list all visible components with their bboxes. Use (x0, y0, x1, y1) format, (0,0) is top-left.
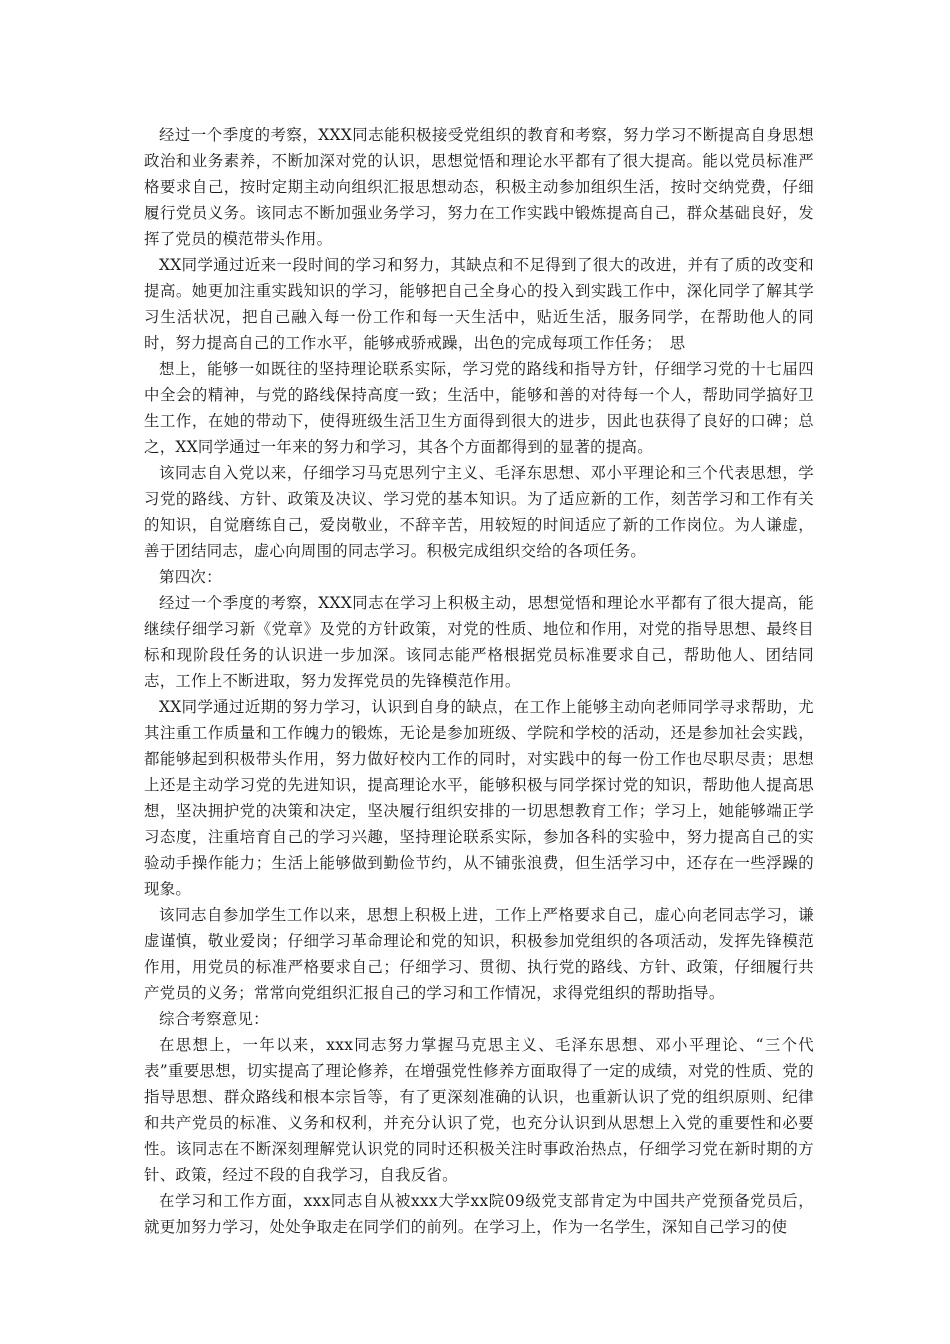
section-heading-fourth: 第四次： (159, 568, 222, 586)
paragraph-thought: 在思想上，一年以来，xxx同志努力掌握马克思主义、毛泽东思想、邓小平理论、“三个代表”重要思想，切实提高了理论修养，在增强党性修养方面取得了一定的成绩，对党的性质、党的指导思想、群众路线和根本宗旨等，有了更深刻准确的认识，也重新认识了党的组织原则、纪律和共产党员的标准、义务和权利，并充分认识了党，也充分认识到从思想上入党的重要性和必要性。该同志在不断深刻理解党认识党的同时还积极关注时事政治热点，仔细学习党在新时期的方针、政策，经过不段的自我学习，自我反省。 (144, 1036, 814, 1184)
paragraph-study-work: 在学习和工作方面，xxx同志自从被xxx大学xx院09级党支部肯定为中国共产党预备党员后，就更加努力学习，处处争取走在同学们的前列。在学习上，作为一名学生，深知自己学习的使 (144, 1192, 814, 1236)
section-heading-overall-opinion: 综合考察意见： (159, 1010, 269, 1028)
paragraph-student-work: 该同志自参加学生工作以来，思想上积极上进，工作上严格要求自己，虚心向老同志学习，谦虚谨慎，敬业爱岗；仔细学习革命理论和党的知识，积极参加党组织的各项活动，发挥先锋模范作用，用党员的标准严格要求自己；仔细学习、贯彻、执行党的路线、方针、政策，仔细履行共产党员的义务；常常向党组织汇报自己的学习和工作情况，求得党组织的帮助指导。 (144, 906, 814, 1002)
paragraph-review-q3-xxx: 经过一个季度的考察，XXX同志能积极接受党组织的教育和考察，努力学习不断提高自身思想政治和业务素养，不断加深对党的认识，思想觉悟和理论水平都有了很大提高。能以党员标准严格要求自己，按时定期主动向组织汇报思想动态，积极主动参加组织生活，按时交纳党费，仔细履行党员义务。该同志不断加强业务学习，努力在工作实践中锻炼提高自己，群众基础良好，发挥了党员的模范带头作用。 (144, 126, 814, 248)
paragraph-xx-student-progress: XX同学通过近来一段时间的学习和努力，其缺点和不足得到了很大的改进，并有了质的改变和提高。她更加注重实践知识的学习，能够把自己全身心的投入到实践工作中，深化同学了解其学习生活状况，把自己融入每一份工作和每一天生活中，贴近生活，服务同学，在帮助他人的同时，努力提高自己的工作水平，能够戒骄戒躁，出色的完成每项工作任务； 思 (144, 256, 814, 352)
paragraph-review-q4-xxx: 经过一个季度的考察，XXX同志在学习上积极主动，思想觉悟和理论水平都有了很大提高，能继续仔细学习新《党章》及党的方针政策，对党的性质、地位和作用，对党的指导思想、最终目标和现阶段任务的认识进一步加深。该同志能严格根据党员标准要求自己，帮助他人、团结同志，工作上不断进取，努力发挥党员的先锋模范作用。 (144, 594, 814, 690)
document-page (144, 122, 814, 1240)
paragraph-ideology: 想上，能够一如既往的坚持理论联系实际，学习党的路线和指导方针，仔细学习党的十七届四中全会的精神，与党的路线保持高度一致；生活中，能够和善的对待每一个人，帮助同学搞好卫生工作，在她的带动下，使得班级生活卫生方面得到很大的进步，因此也获得了良好的口碑；总之，XX同学通过一年来的努力和学习，其各个方面都得到的显著的提高。 (144, 360, 814, 456)
paragraph-since-joining-party: 该同志自入党以来，仔细学习马克思列宁主义、毛泽东思想、邓小平理论和三个代表思想，学习党的路线、方针、政策及决议、学习党的基本知识。为了适应新的工作，刻苦学习和工作有关的知识，自觉磨练自己，爱岗敬业，不辞辛苦，用较短的时间适应了新的工作岗位。为人谦虚，善于团结同志，虚心向周围的同志学习。积极完成组织交给的各项任务。 (144, 464, 814, 560)
paragraph-xx-student-recent: XX同学通过近期的努力学习，认识到自身的缺点，在工作上能够主动向老师同学寻求帮助，尤其注重工作质量和工作魄力的锻炼，无论是参加班级、学院和学校的活动，还是参加社会实践，都能够起到积极带头作用，努力做好校内工作的同时，对实践中的每一份工作也尽职尽责；思想上还是主动学习党的先进知识，提高理论水平，能够积极与同学探讨党的知识，帮助他人提高思想，坚决拥护党的决策和决定，坚决履行组织安排的一切思想教育工作；学习上，她能够端正学习态度，注重培育自己的学习兴趣，坚持理论联系实际，参加各科的实验中，努力提高自己的实验动手操作能力；生活上能够做到勤俭节约，从不铺张浪费，但生活学习中，还存在一些浮躁的现象。 (144, 698, 814, 898)
